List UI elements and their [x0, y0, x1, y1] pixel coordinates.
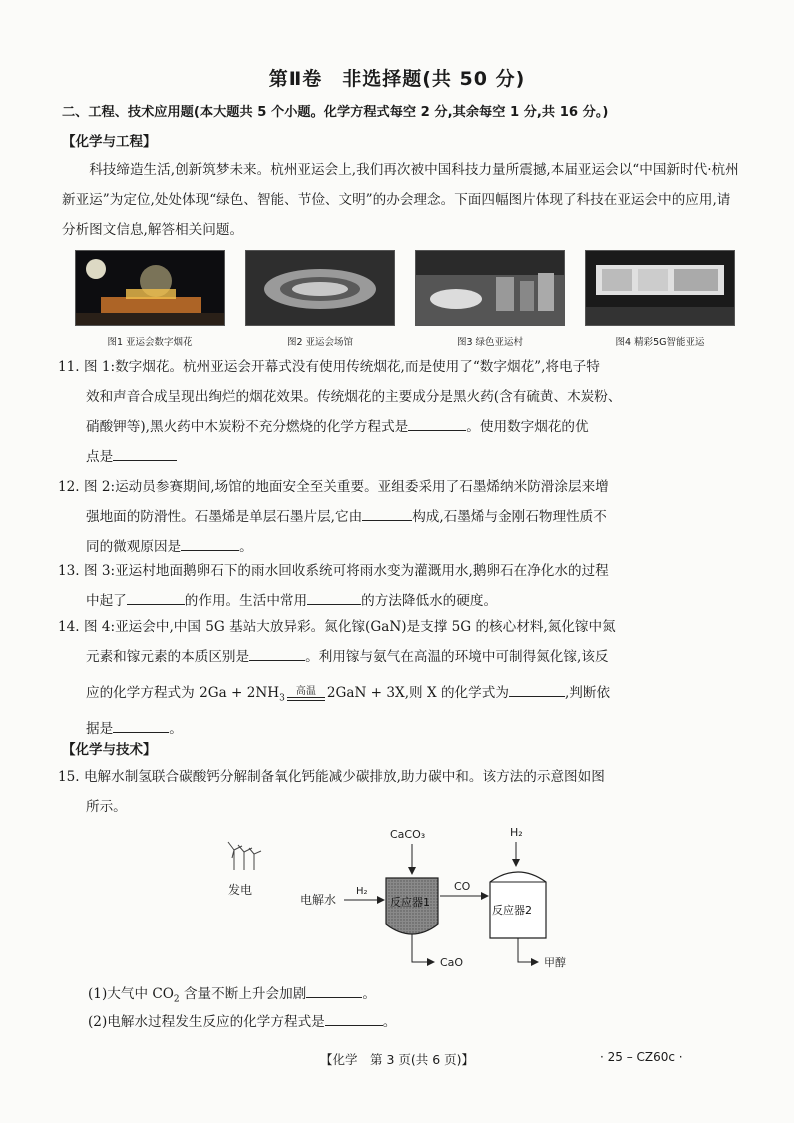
q12-line1: 12. 图 2:运动员参赛期间,场馆的地面安全至关重要。亚组委采用了石墨烯纳米防滑涂层来增 [58, 479, 609, 495]
q11-blank-advantage[interactable] [113, 446, 177, 461]
page-title: 第Ⅱ卷 非选择题(共 50 分) [268, 68, 526, 90]
q11-line3 [58, 412, 748, 442]
figure-4 [580, 250, 740, 348]
q14-blank-basis[interactable] [113, 718, 169, 733]
q14-equation-left: 应的化学方程式为 2Ga + 2NH [86, 685, 280, 701]
sq1-pre: (1)大气中 CO [88, 986, 174, 1002]
q14-blank-formula[interactable] [509, 682, 565, 697]
question-12 [58, 472, 748, 562]
q11-blank-equation[interactable] [408, 416, 466, 431]
wind-turbine-icon [228, 842, 261, 870]
q11-text3: 硝酸钾等),黑火药中木炭粉不充分燃烧的化学方程式是 [86, 419, 409, 435]
h2-top-label: H₂ [510, 826, 523, 839]
q11-line2: 效和声音合成呈现出绚烂的烟花效果。传统烟花的主要成分是黑火药(含有硫黄、木炭粉、 [86, 389, 622, 405]
electrolysis-label: 电解水 [300, 893, 337, 907]
co-label: CO [454, 880, 471, 893]
village-photo [415, 250, 565, 326]
5g-photo [585, 250, 735, 326]
page-footer: 【化学 第 3 页(共 6 页)】 [319, 1052, 475, 1067]
cao-label: CaO [440, 956, 464, 969]
q11-text4: 点是 [86, 449, 114, 465]
fireworks-photo [75, 250, 225, 326]
reaction-condition-arrow [287, 686, 325, 701]
intro-paragraph: 科技缔造生活,创新筑梦未来。杭州亚运会上,我们再次被中国科技力量所震撼,本届亚运会以“中国新时代·杭州新亚运”为定位,处处体现“绿色、智能、节俭、文明”的办会理念。下面四幅图片体现了科技在亚运会中的应用,请分析图文信息,解答相关问题。 [62, 162, 739, 238]
figure-3-caption: 图3 绿色亚运村 [456, 337, 524, 348]
sq1-blank[interactable] [306, 983, 362, 998]
cao-arrow [412, 934, 434, 962]
q12-line2 [58, 502, 748, 532]
section-heading: 二、工程、技术应用题(本大题共 5 个小题。化学方程式每空 2 分,其余每空 1 分,共 16 分。) [62, 105, 609, 120]
q14-text2: 元素和镓元素的本质区别是 [86, 649, 250, 665]
q14-line4 [58, 714, 748, 744]
process-diagram [220, 820, 600, 980]
figure-2-caption: 图2 亚运会场馆 [286, 337, 354, 348]
q12-blank-reason[interactable] [181, 536, 239, 551]
q14-line2 [58, 642, 748, 672]
q13-text2: 中起了 [86, 593, 127, 609]
sq1-sub: 2 [173, 994, 180, 1005]
q11-line1: 11. 图 1:数字烟花。杭州亚运会开幕式没有使用传统烟花,而是使用了“数字烟花”,将电子特 [58, 359, 600, 375]
figure-1 [70, 250, 230, 348]
sub-question-1 [88, 982, 376, 1005]
question-13 [58, 556, 748, 616]
figure-row [70, 250, 740, 350]
reaction-condition: 高温 [295, 686, 316, 697]
sq2-end: 。 [382, 1014, 397, 1030]
figure-2 [240, 250, 400, 348]
sq2-pre: (2)电解水过程发生反应的化学方程式是 [88, 1014, 325, 1030]
subheading-engineering: 【化学与工程】 [62, 134, 157, 150]
q15-line2: 所示。 [86, 799, 127, 815]
q12-blank-composition[interactable] [362, 506, 412, 521]
q14-subscript: 3 [279, 693, 285, 704]
power-label: 发电 [228, 883, 253, 897]
paper-code: · 25 – CZ60c · [600, 1050, 683, 1064]
q14-blank-difference[interactable] [249, 646, 305, 661]
q13-blank-role[interactable] [127, 590, 185, 605]
q13-line1: 13. 图 3:亚运村地面鹅卵石下的雨水回收系统可将雨水变为灌溉用水,鹅卵石在净化水的过程 [58, 563, 609, 579]
q14-text2b: 。利用镓与氨气在高温的环境中可制得氮化镓,该反 [305, 649, 609, 665]
figure-1-caption: 图1 亚运会数字烟花 [107, 337, 193, 348]
q11-line4 [58, 442, 748, 472]
reactor-1-label: 反应器1 [390, 896, 430, 909]
q14-equation-right: 2GaN + 3X,则 X 的化学式为 [326, 685, 509, 701]
question-15 [58, 762, 748, 822]
sq1-post: 含量不断上升会加剧 [179, 986, 307, 1002]
q12-text2b: 构成,石墨烯与金刚石物理性质不 [412, 509, 607, 525]
q13-text2b: 的作用。生活中常用 [184, 593, 308, 609]
q14-text4b: 。 [169, 720, 183, 737]
methanol-label: 甲醇 [544, 956, 566, 969]
q13-blank-method[interactable] [307, 590, 361, 605]
sq2-blank[interactable] [325, 1011, 383, 1026]
q14-line3 [58, 678, 748, 714]
question-11 [58, 352, 748, 472]
q14-text4: 据是 [86, 720, 114, 737]
reactor-2-label: 反应器2 [492, 904, 532, 917]
methanol-arrow [518, 938, 538, 962]
q15-line1: 15. 电解水制氢联合碳酸钙分解制备氧化钙能减少碳排放,助力碳中和。该方法的示意图如图 [58, 769, 605, 785]
q12-text2: 强地面的防滑性。石墨烯是单层石墨片层,它由 [86, 509, 363, 525]
q14-text3b: ,判断依 [564, 685, 611, 701]
figure-4-caption: 图4 精彩5G智能亚运 [615, 337, 705, 348]
sq1-end: 。 [362, 986, 376, 1002]
q13-text2c: 的方法降低水的硬度。 [361, 593, 498, 609]
stadium-photo [245, 250, 395, 326]
q14-line1: 14. 图 4:亚运会中,中国 5G 基站大放异彩。氮化镓(GaN)是支撑 5G 的核心材料,氮化镓中氮 [58, 619, 616, 635]
equals-sign [287, 697, 325, 701]
caco3-label: CaCO₃ [390, 828, 426, 841]
question-14 [58, 612, 748, 744]
sub-question-2 [88, 1010, 396, 1030]
q11-text3b: 。使用数字烟花的优 [466, 419, 589, 435]
h2-label: H₂ [356, 886, 368, 897]
q12-text3b: 。 [239, 539, 253, 555]
subheading-technology: 【化学与技术】 [62, 742, 157, 758]
q12-text3: 同的微观原因是 [86, 539, 182, 555]
figure-3 [410, 250, 570, 348]
